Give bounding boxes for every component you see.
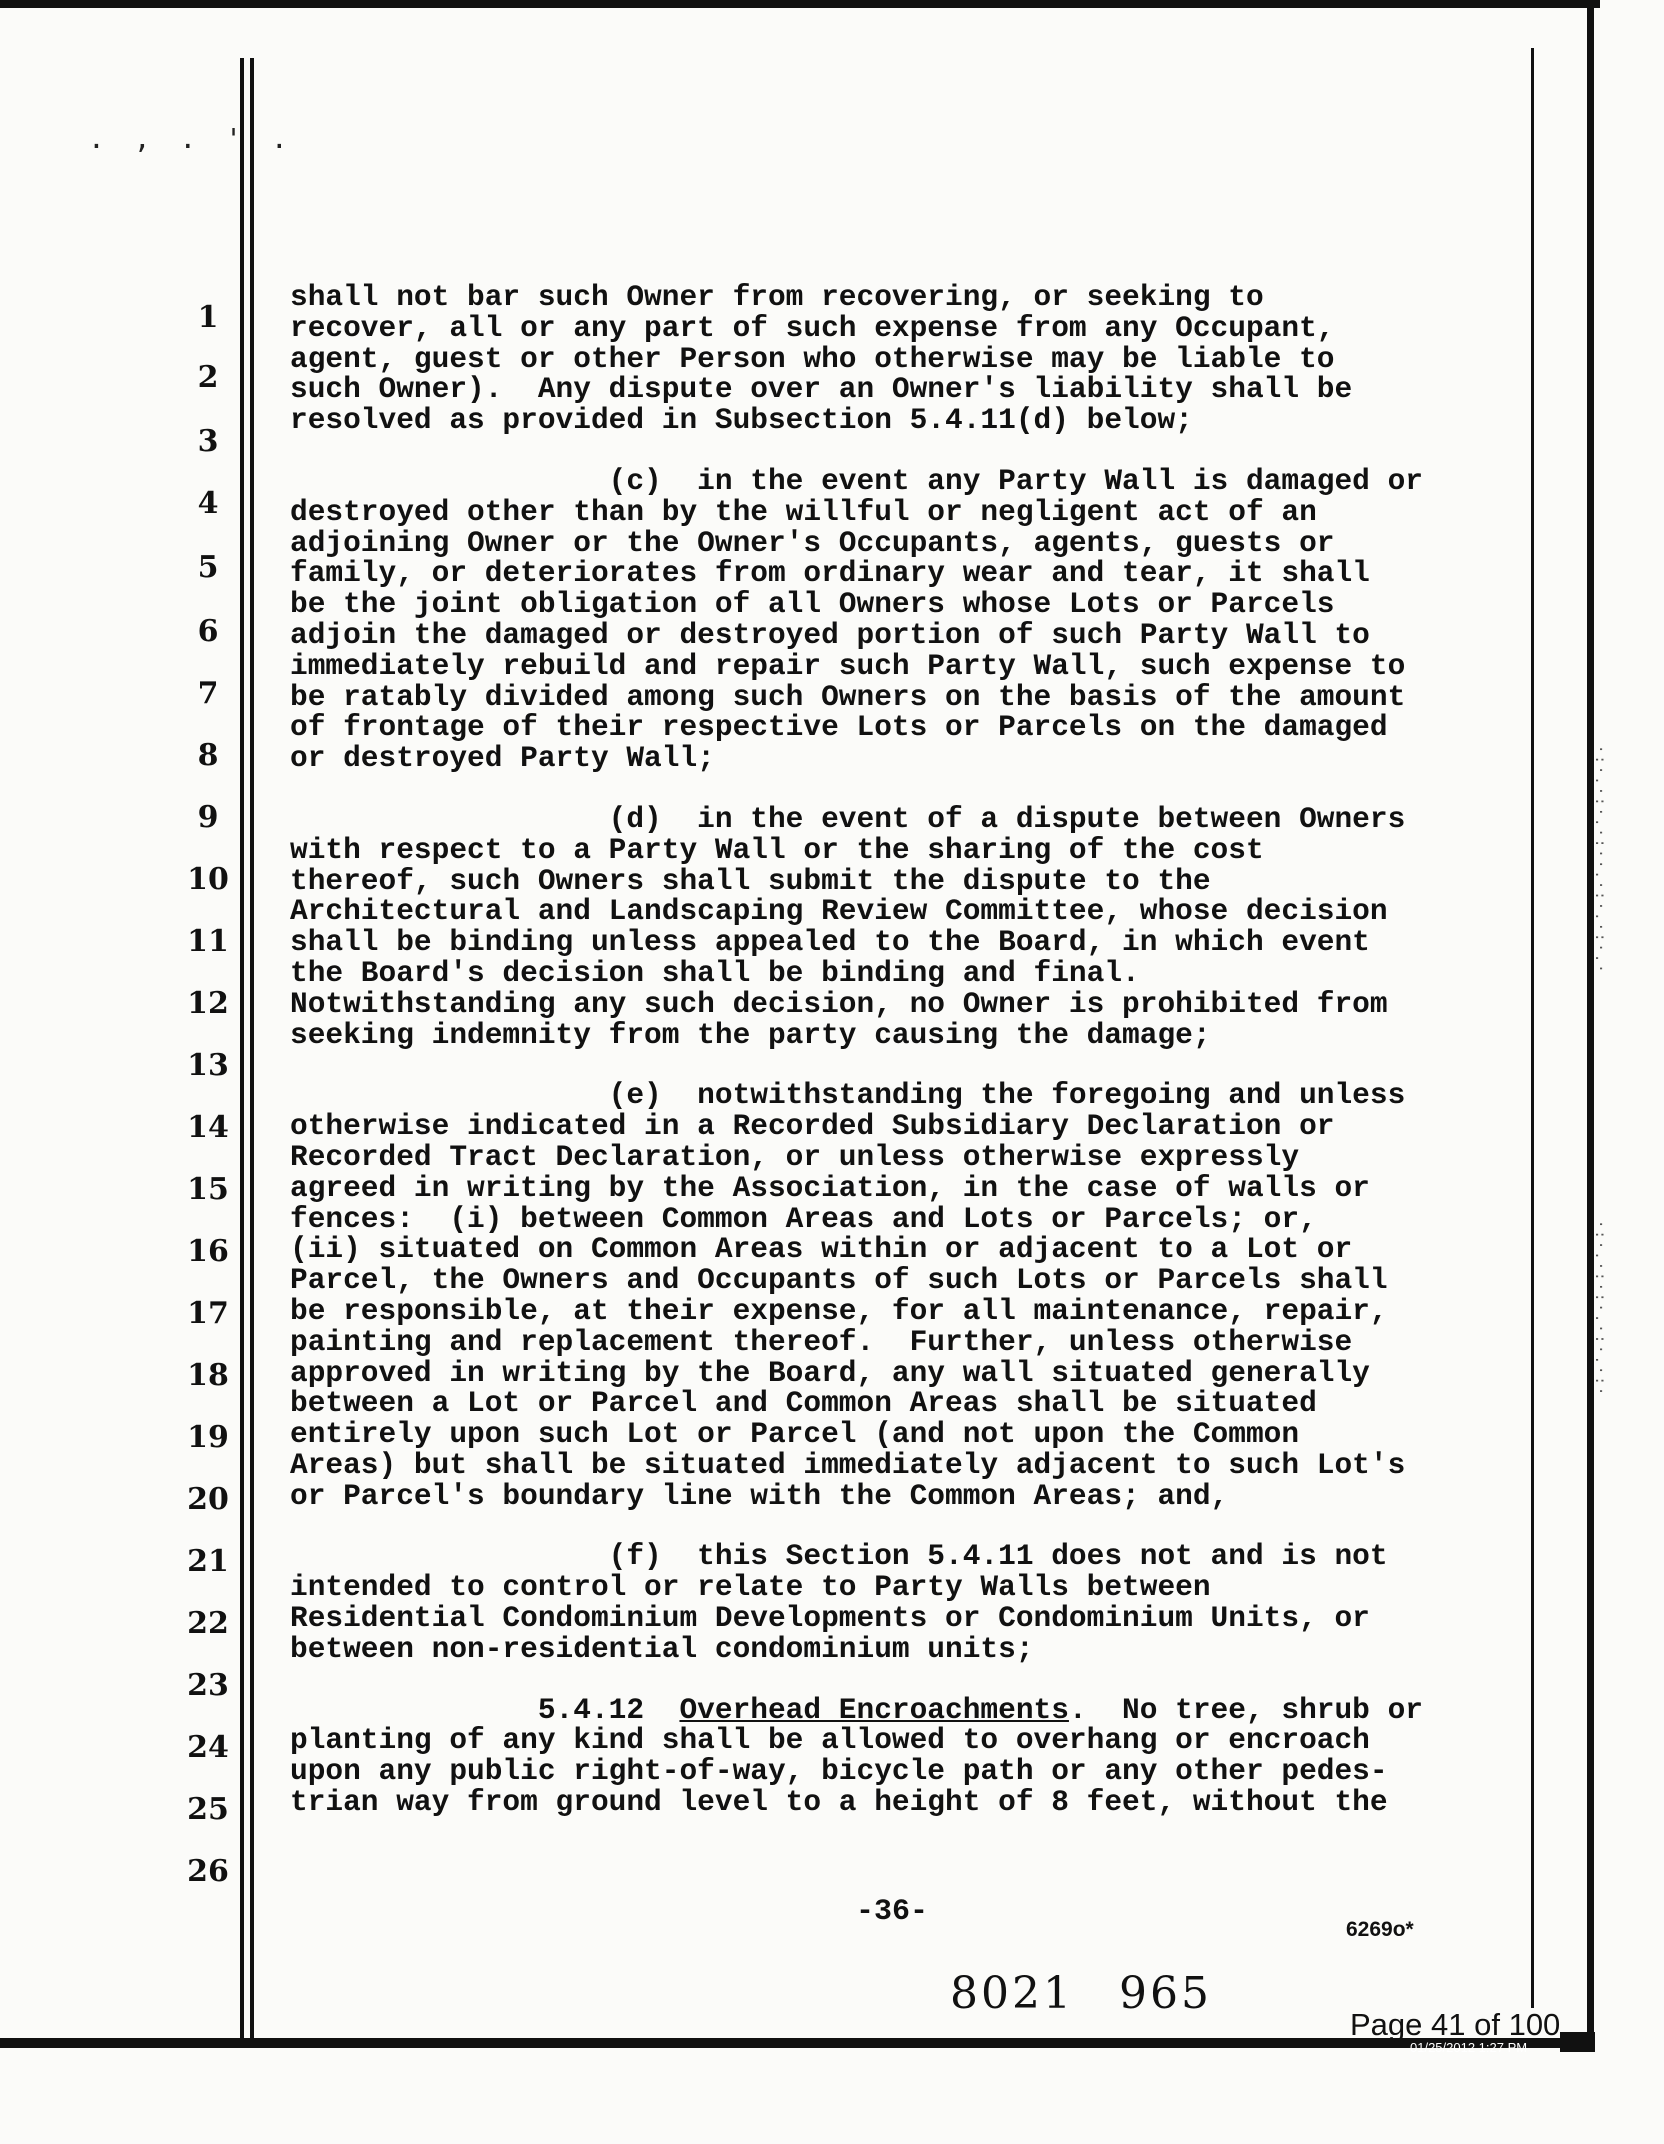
line-number: 10	[187, 862, 229, 897]
line-number: 1	[197, 300, 219, 335]
text-line: between a Lot or Parcel and Common Areas shall be situated	[290, 1386, 1317, 1421]
line-number: 6	[197, 614, 219, 649]
text-line: destroyed other than by the willful or negligent act of an	[290, 494, 1317, 529]
text-line: (c) in the event any Party Wall is damaged or	[290, 463, 1423, 498]
line-number: 25	[187, 1792, 229, 1827]
text-line: painting and replacement thereof. Further, unless otherwise	[290, 1324, 1353, 1359]
text-line: intended to control or relate to Party Walls between	[290, 1570, 1211, 1605]
line-number: 8	[197, 738, 219, 773]
text-line: the Board's decision shall be binding and final.	[290, 955, 1140, 990]
text-line: planting of any kind shall be allowed to overhang or encroach	[290, 1723, 1370, 1758]
text-line: otherwise indicated in a Recorded Subsidiary Declaration or	[290, 1109, 1335, 1144]
line-number: 13	[187, 1048, 229, 1083]
line-number: 11	[187, 924, 229, 959]
line-number: 22	[187, 1606, 229, 1641]
scan-speckle: ·:·.·:·:·.·:·.·:·	[1592, 1220, 1608, 1398]
text-line: approved in writing by the Board, any wall situated generally	[290, 1355, 1370, 1390]
text-line: family, or deteriorates from ordinary wear and tear, it shall	[290, 556, 1370, 591]
text-line: such Owner). Any dispute over an Owner's liability shall be	[290, 372, 1353, 407]
margin-marks: . , . ' .	[88, 122, 294, 155]
reference-code: 6269o*	[1346, 1918, 1414, 1941]
line-number: 2	[197, 360, 219, 395]
document-body	[290, 282, 1490, 1818]
text-line: between non-residential condominium units;	[290, 1631, 1034, 1666]
left-margin-rule	[240, 58, 244, 2048]
text-line: seeking indemnity from the party causing the damage;	[290, 1017, 1211, 1052]
text-line: or destroyed Party Wall;	[290, 741, 715, 776]
recording-stamp-left: 8021	[950, 1968, 1074, 2019]
scan-border-bottom	[0, 2038, 1580, 2048]
line-number: 26	[187, 1854, 229, 1889]
scan-border-top	[0, 0, 1600, 8]
line-number: 7	[197, 676, 219, 711]
paragraph-d	[290, 801, 1490, 1052]
line-number: 24	[187, 1730, 229, 1765]
text-line: Recorded Tract Declaration, or unless otherwise expressly	[290, 1139, 1300, 1174]
line-number: 23	[187, 1668, 229, 1703]
text-line: recover, all or any part of such expense from any Occupant,	[290, 310, 1335, 345]
text-line: thereof, such Owners shall submit the dispute to the	[290, 863, 1211, 898]
text-line: upon any public right-of-way, bicycle path or any other pedes-	[290, 1754, 1388, 1789]
scan-speckle: ·.·:·.·:·.·	[1592, 860, 1608, 975]
text-line: agent, guest or other Person who otherwise may be liable to	[290, 341, 1335, 376]
paragraph-e	[290, 1080, 1490, 1511]
line-number: 18	[187, 1358, 229, 1393]
text-line: of frontage of their respective Lots or Parcels on the damaged	[290, 710, 1388, 745]
page-number: -36-	[856, 1895, 929, 1929]
text-line: fences: (i) between Common Areas and Lots or Parcels; or,	[290, 1201, 1317, 1236]
line-number: 16	[187, 1234, 229, 1269]
line-number: 5	[197, 550, 219, 585]
text-line: resolved as provided in Subsection 5.4.11(d) below;	[290, 403, 1193, 438]
section-heading: Overhead Encroachments	[679, 1692, 1069, 1727]
text-line: Notwithstanding any such decision, no Owner is prohibited from	[290, 986, 1388, 1021]
recording-stamp	[950, 1968, 1212, 2019]
line-number: 3	[197, 424, 219, 459]
text-line: adjoining Owner or the Owner's Occupants, agents, guests or	[290, 525, 1335, 560]
text-line: Areas) but shall be situated immediately adjacent to such Lot's	[290, 1447, 1406, 1482]
line-number: 20	[187, 1482, 229, 1517]
line-number: 21	[187, 1544, 229, 1579]
line-number: 12	[187, 986, 229, 1021]
section-number: 5.4.12	[290, 1692, 680, 1727]
right-margin-rule	[1531, 48, 1534, 2008]
text-line: Parcel, the Owners and Occupants of such Lots or Parcels shall	[290, 1263, 1388, 1298]
text-line: adjoin the damaged or destroyed portion of such Party Wall to	[290, 617, 1370, 652]
text-line: or Parcel's boundary line with the Common Areas; and,	[290, 1478, 1229, 1513]
text-line: Architectural and Landscaping Review Committee, whose decision	[290, 894, 1388, 929]
text-line: with respect to a Party Wall or the sharing of the cost	[290, 832, 1264, 867]
print-timestamp: 01/25/2012 1:27 PM	[1410, 2040, 1528, 2055]
text-line: (ii) situated on Common Areas within or adjacent to a Lot or	[290, 1232, 1353, 1267]
text-line: be ratably divided among such Owners on the basis of the amount	[290, 679, 1406, 714]
line-number: 14	[187, 1110, 229, 1145]
text-line: (e) notwithstanding the foregoing and unless	[290, 1078, 1406, 1113]
text-line: immediately rebuild and repair such Party Wall, such expense to	[290, 648, 1406, 683]
line-number: 15	[187, 1172, 229, 1207]
text-line: Residential Condominium Developments or Condominium Units, or	[290, 1601, 1370, 1636]
text-line: shall not bar such Owner from recovering, or seeking to	[290, 280, 1264, 314]
scan-speckle: ·:·.·:·.·:·	[1592, 745, 1608, 860]
line-number: 4	[197, 486, 219, 521]
text-line: be the joint obligation of all Owners whose Lots or Parcels	[290, 587, 1335, 622]
scan-border-corner	[1560, 2032, 1595, 2052]
text-line: (f) this Section 5.4.11 does not and is not	[290, 1539, 1388, 1574]
scan-border-right	[1587, 0, 1594, 2050]
paragraph-f	[290, 1541, 1490, 1664]
section-first-line: . No tree, shrub or	[1068, 1692, 1423, 1727]
section-5-4-12	[290, 1692, 1490, 1820]
text-line: agreed in writing by the Association, in the case of walls or	[290, 1170, 1370, 1205]
recording-stamp-right: 965	[1118, 1968, 1212, 2019]
paragraph-c	[290, 463, 1490, 776]
page-count-label: Page 41 of 100	[1350, 2007, 1561, 2042]
text-line: shall be binding unless appealed to the Board, in which event	[290, 925, 1370, 960]
left-margin-rule-inner	[250, 58, 254, 2048]
text-line: trian way from ground level to a height of 8 feet, without the	[290, 1785, 1388, 1820]
line-number: 19	[187, 1420, 229, 1455]
text-line: entirely upon such Lot or Parcel (and not upon the Common	[290, 1417, 1300, 1452]
paragraph-continuation	[290, 282, 1490, 436]
line-number: 17	[187, 1296, 229, 1331]
text-line: (d) in the event of a dispute between Owners	[290, 801, 1406, 836]
line-number: 9	[197, 800, 219, 835]
text-line: be responsible, at their expense, for all maintenance, repair,	[290, 1293, 1388, 1328]
